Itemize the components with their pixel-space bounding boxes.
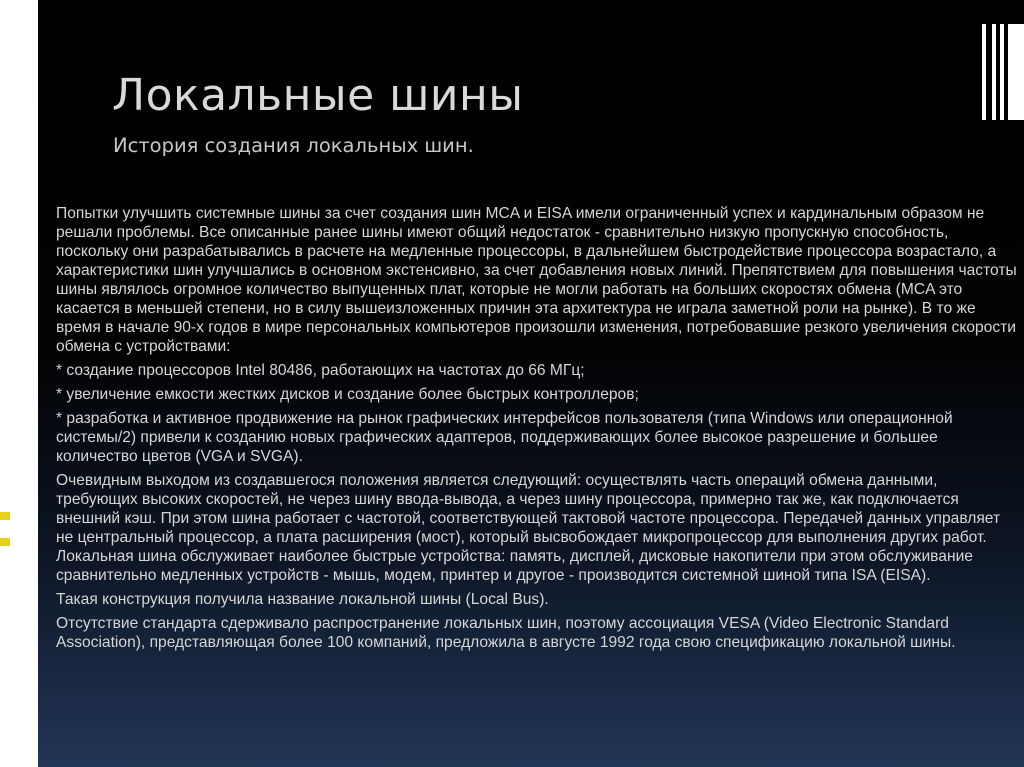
paragraph	[38, 385, 1018, 404]
slide-subtitle: История создания локальных шин.	[113, 134, 474, 157]
left-margin	[0, 0, 38, 767]
accent-marks	[0, 512, 14, 564]
accent-mark	[0, 538, 10, 546]
corner-decoration	[982, 24, 1024, 120]
paragraph	[38, 361, 1018, 380]
paragraph-text: Отсутствие стандарта сдерживало распространение локальных шин, поэтому ассоциация VESA (Video Electronic Standard Association), представляющая более 100 компаний, предложила в августе 1992 года свою спецификацию локальной шины.	[56, 615, 956, 651]
paragraph-text: * создание процессоров Intel 80486, работающих на частотах до 66 МГц;	[56, 362, 585, 379]
paragraph	[38, 471, 1018, 585]
slide-title: Локальные шины	[112, 70, 524, 121]
paragraph	[38, 409, 1018, 466]
paragraph	[38, 614, 1018, 652]
accent-mark	[0, 512, 10, 520]
paragraph	[38, 204, 1018, 356]
paragraph-text: Очевидным выходом из создавшегося положения является следующий: осуществлять часть операций обмена данными, требующих высоких скоростей, не через шину ввода-вывода, а через шину процессора, примерно так же, как подключается внешний кэш. При этом шина работает с частотой, соответствующей тактовой частоте процессора. Передачей данных управляет не центральный процессор, а плата расширения (мост), который высвобождает микропроцессор для выполнения других работ. Локальная шина обслуживает наиболее быстрые устройства: память, дисплей, дисковые накопители при этом обслуживание сравнительно медленных устройств - мышь, модем, принтер и другое - производится системной шиной типа ISA (EISA).	[56, 472, 1001, 584]
slide	[38, 0, 1024, 767]
paragraph-text: Попытки улучшить системные шины за счет создания шин MCA и EISA имели ограниченный успех и кардинальным образом не решали проблемы. Все описанные ранее шины имеют общий недостаток - сравнительно низкую пропускную способность, поскольку они разрабатывались в расчете на медленные процессоры, в дальнейшем быстродействие процессора возрастало, а характеристики шин улучшались в основном экстенсивно, за счет добавления новых линий. Препятствием для повышения частоты шины являлось огромное количество выпущенных плат, которые не могли работать на больших скоростях обмена (MCA это касается в меньшей степени, но в силу вышеизложенных причин эта архитектура не играла заметной роли на рынке). В то же время в начале 90-х годов в мире персональных компьютеров произошли изменения, потребовавшие резкого увеличения скорости обмена с устройствами:	[56, 205, 1017, 355]
paragraph-text: * разработка и активное продвижение на рынок графических интерфейсов пользователя (типа Windows или операционной системы/2) привели к созданию новых графических адаптеров, поддерживающих более высокое разрешение и большее количество цветов (VGA и SVGA).	[56, 410, 953, 465]
paragraph-text: * увеличение емкости жестких дисков и создание более быстрых контроллеров;	[56, 386, 639, 403]
paragraph-text: Такая конструкция получила название локальной шины (Local Bus).	[56, 591, 549, 608]
slide-body	[38, 204, 1018, 657]
paragraph	[38, 590, 1018, 609]
